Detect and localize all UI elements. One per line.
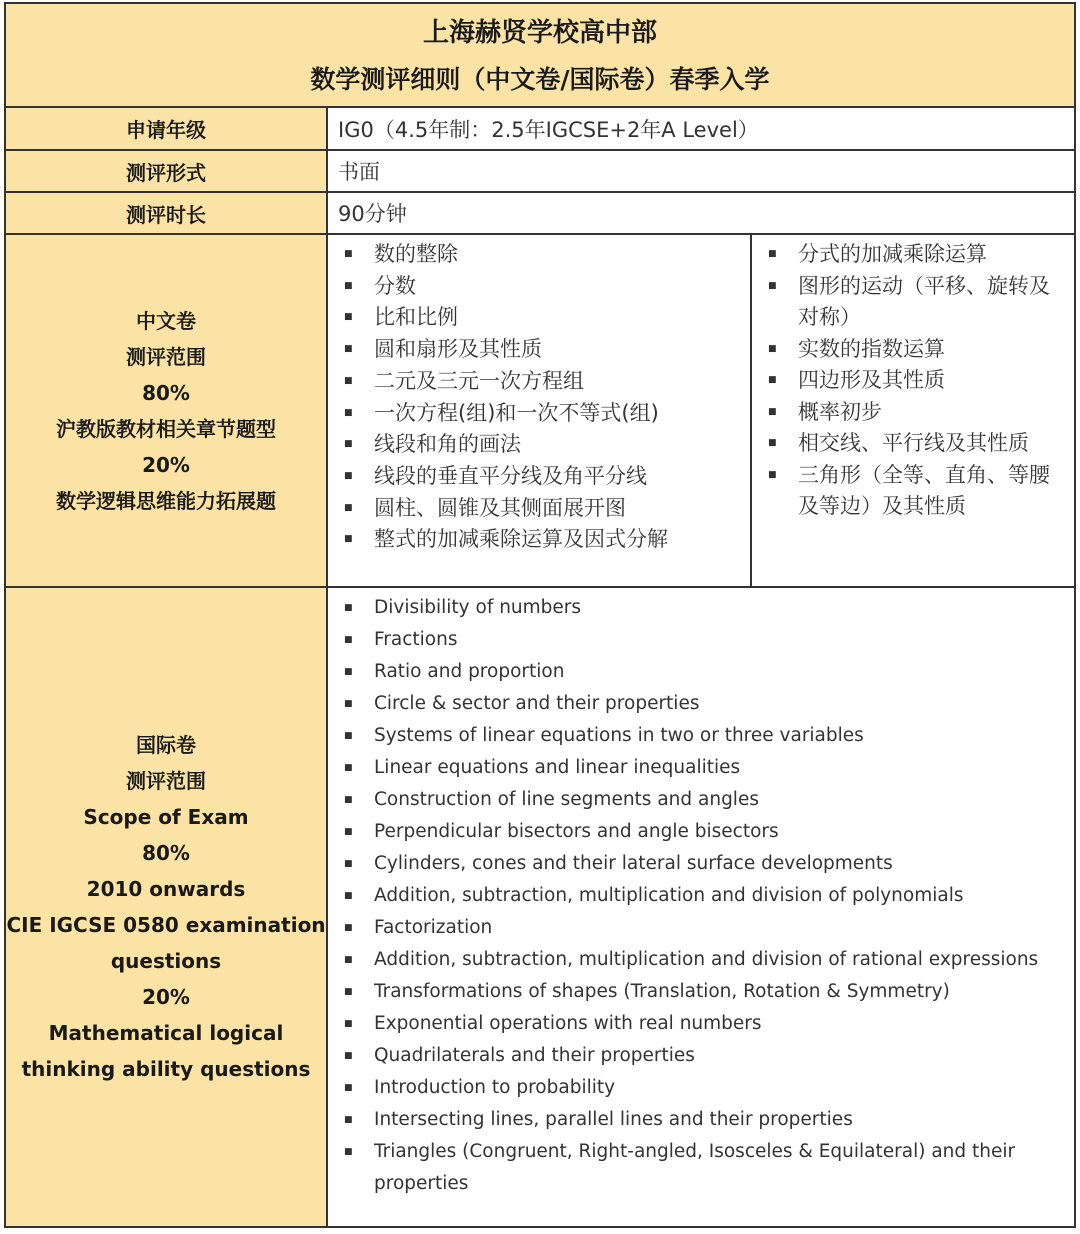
list-item: ■ 圆和扇形及其性质	[338, 334, 744, 366]
chinese-topic-list-right	[762, 239, 1068, 523]
list-item: ■ Triangles (Congruent, Right-angled, Isosceles & Equilateral) and their properties	[338, 1136, 1066, 1200]
row-grade	[6, 108, 1074, 151]
label-line: CIE IGCSE 0580 examination	[6, 913, 326, 937]
grade-label: 申请年级	[6, 108, 328, 149]
list-item: ■ 比和比例	[338, 302, 744, 334]
chinese-topics-left	[328, 235, 752, 586]
list-item: ■ Linear equations and linear inequalities	[338, 752, 1066, 784]
international-topic-list	[338, 592, 1066, 1200]
international-paper-label	[6, 588, 328, 1226]
grade-value: IG0（4.5年制：2.5年IGCSE+2年A Level）	[338, 117, 759, 142]
school-title: 上海赫贤学校高中部	[422, 18, 657, 48]
label-line: 测评范围	[126, 769, 206, 793]
list-item: ■ Divisibility of numbers	[338, 592, 1066, 624]
list-item: ■ 线段的垂直平分线及角平分线	[338, 461, 744, 493]
list-item: ■ Systems of linear equations in two or three variables	[338, 720, 1066, 752]
assessment-table	[4, 2, 1076, 1228]
label-line: 沪教版教材相关章节题型	[56, 416, 276, 441]
list-item: ■ Addition, subtraction, multiplication and division of rational expressions	[338, 944, 1066, 976]
list-item: ■ Addition, subtraction, multiplication and division of polynomials	[338, 880, 1066, 912]
label-line: 80%	[142, 380, 190, 405]
list-item: ■ Transformations of shapes (Translation, Rotation & Symmetry)	[338, 976, 1066, 1008]
duration-value: 90分钟	[338, 202, 407, 226]
label-line: 80%	[142, 841, 190, 865]
chinese-paper-label	[6, 235, 328, 586]
list-item: ■ 相交线、平行线及其性质	[762, 428, 1068, 460]
label-line: thinking ability questions	[21, 1057, 311, 1081]
assessment-subtitle: 数学测评细则（中文卷/国际卷）春季入学	[310, 65, 770, 94]
label-line: 测评范围	[126, 344, 206, 369]
label-line: 国际卷	[136, 733, 196, 757]
chinese-topics-right	[752, 235, 1074, 586]
label-line: Mathematical logical	[48, 1021, 284, 1045]
list-item: ■ Circle & sector and their properties	[338, 688, 1066, 720]
list-item: ■ Fractions	[338, 624, 1066, 656]
label-line: 数学逻辑思维能力拓展题	[56, 488, 276, 513]
list-item: ■ Construction of line segments and angles	[338, 784, 1066, 816]
label-line: 20%	[142, 452, 190, 477]
label-line: 中文卷	[136, 308, 196, 333]
list-item: ■ 线段和角的画法	[338, 429, 744, 461]
list-item: ■ Introduction to probability	[338, 1072, 1066, 1104]
label-line: questions	[110, 949, 222, 973]
list-item: ■ 数的整除	[338, 239, 744, 271]
label-line: 2010 onwards	[86, 877, 246, 901]
list-item: ■ Ratio and proportion	[338, 656, 1066, 688]
list-item: ■ Quadrilaterals and their properties	[338, 1040, 1066, 1072]
list-item: ■ 整式的加减乘除运算及因式分解	[338, 524, 744, 556]
list-item: ■ Intersecting lines, parallel lines and their properties	[338, 1104, 1066, 1136]
row-duration	[6, 193, 1074, 235]
chinese-topic-list-left	[338, 239, 744, 556]
list-item: ■ 图形的运动（平移、旋转及对称）	[762, 271, 1068, 334]
duration-label: 测评时长	[6, 193, 328, 233]
table-header	[6, 4, 1074, 108]
list-item: ■ 三角形（全等、直角、等腰及等边）及其性质	[762, 460, 1068, 523]
list-item: ■ 四边形及其性质	[762, 365, 1068, 397]
list-item: ■ 概率初步	[762, 397, 1068, 429]
list-item: ■ Cylinders, cones and their lateral surface developments	[338, 848, 1066, 880]
list-item: ■ 一次方程(组)和一次不等式(组)	[338, 398, 744, 430]
label-line: Scope of Exam	[83, 805, 249, 829]
row-format	[6, 151, 1074, 193]
label-line: 20%	[142, 985, 190, 1009]
list-item: ■ Factorization	[338, 912, 1066, 944]
row-international-paper	[6, 588, 1074, 1226]
format-label: 测评形式	[6, 151, 328, 191]
list-item: ■ 二元及三元一次方程组	[338, 366, 744, 398]
list-item: ■ 分式的加减乘除运算	[762, 239, 1068, 271]
list-item: ■ Perpendicular bisectors and angle bisectors	[338, 816, 1066, 848]
format-value: 书面	[338, 160, 380, 184]
list-item: ■ 圆柱、圆锥及其侧面展开图	[338, 493, 744, 525]
list-item: ■ 实数的指数运算	[762, 334, 1068, 366]
list-item: ■ 分数	[338, 271, 744, 303]
list-item: ■ Exponential operations with real numbers	[338, 1008, 1066, 1040]
row-chinese-paper	[6, 235, 1074, 588]
